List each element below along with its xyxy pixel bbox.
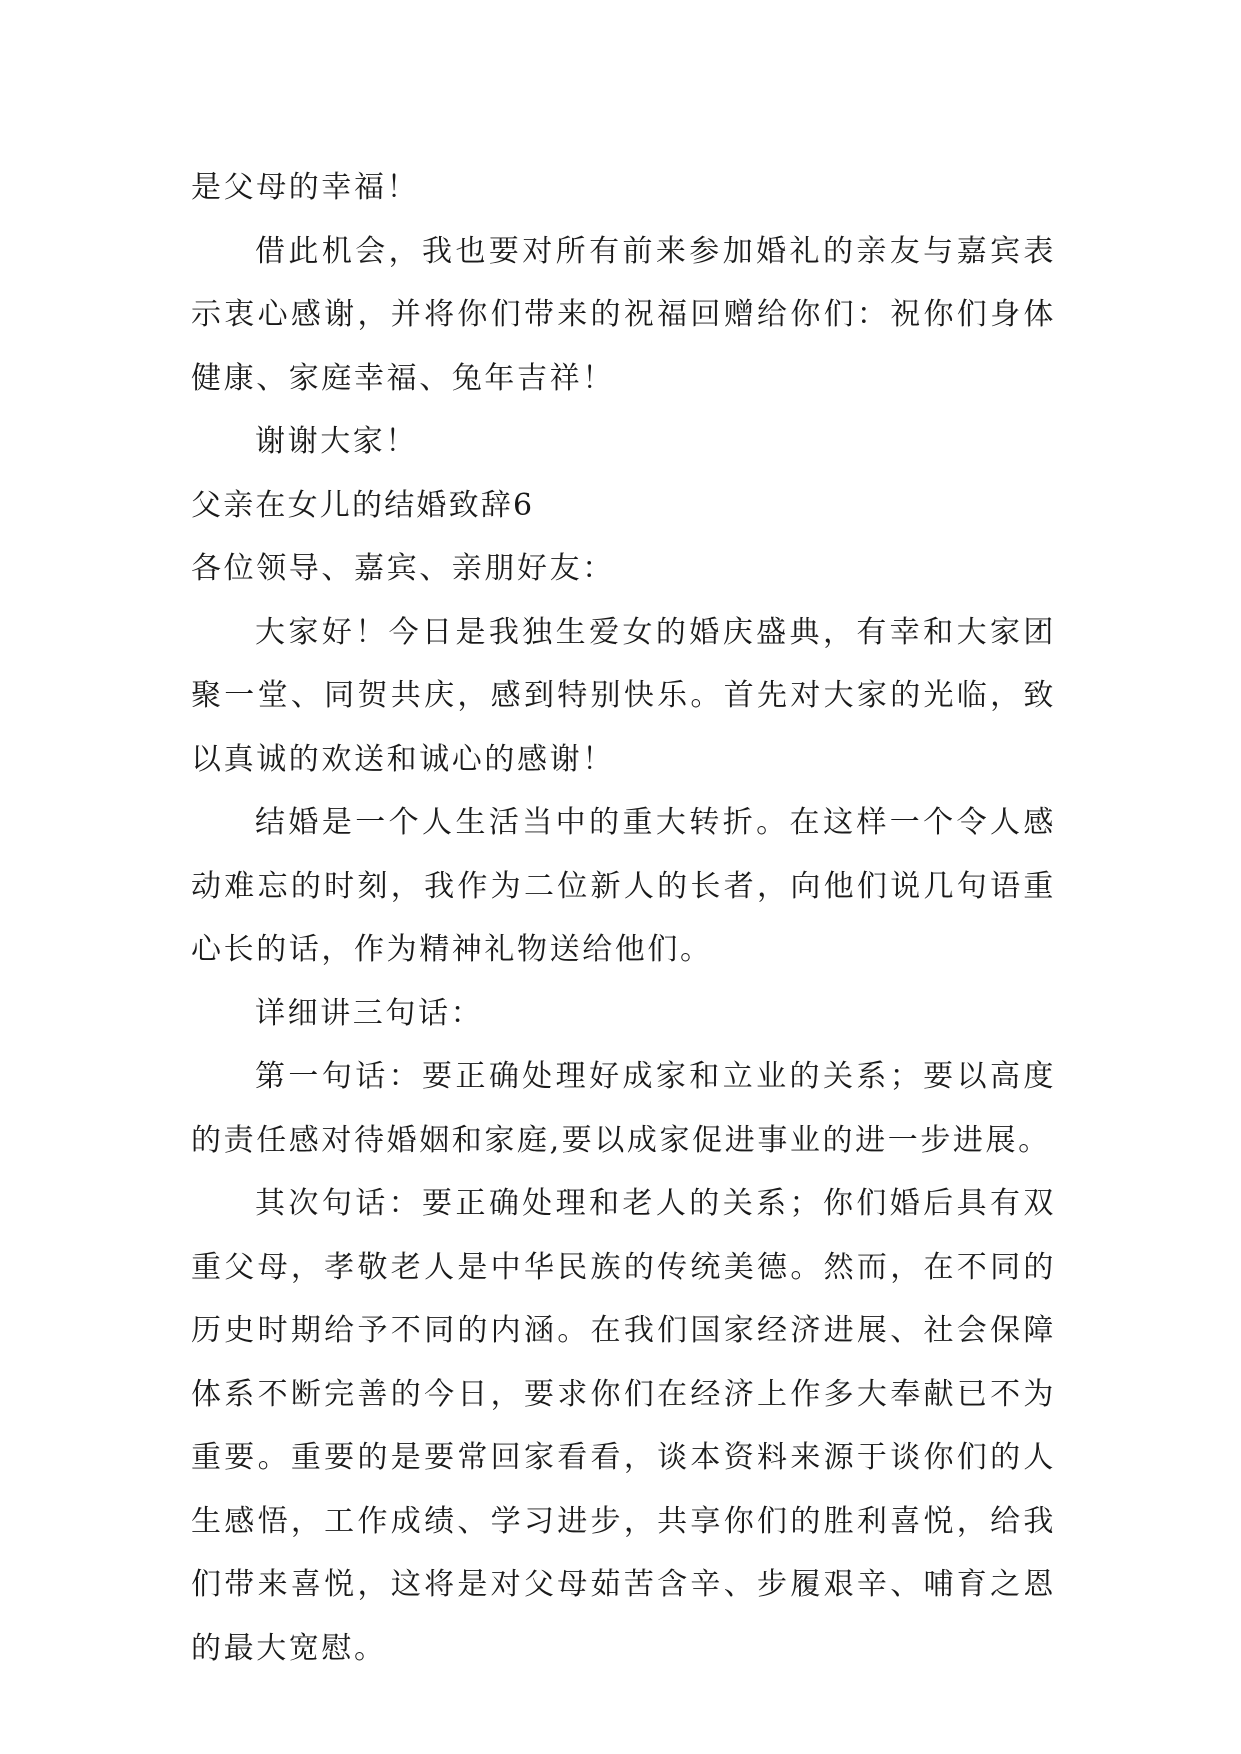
paragraph-first-point: 第一句话：要正确处理好成家和立业的关系；要以高度的责任感对待婚姻和家庭,要以成家促进事业的进一步进展。 [191, 1059, 1056, 1158]
paragraph-three-points-intro: 详细讲三句话： [255, 995, 484, 1031]
paragraph-salutation: 各位领导、嘉宾、亲朋好友： [191, 551, 615, 586]
paragraph-second-point: 其次句话：要正确处理和老人的关系；你们婚后具有双重父母，孝敬老人是中华民族的传统美德。然而，在不同的历史时期给予不同的内涵。在我们国家经济进展、社会保障体系不断完善的今日，要求你们在经济上作多大奉献已不为重要。重要的是要常回家看看，谈本资料来源于谈你们的人生感悟，工作成绩、学习进步，共享你们的胜利喜悦，给我们带来喜悦，这将是对父母茹苦含辛、步履艰辛、哺育之恩的最大宽慰。 [191, 1186, 1056, 1666]
document-body [191, 156, 1056, 1680]
paragraph-greeting: 大家好！今日是我独生爱女的婚庆盛典，有幸和大家团聚一堂、同贺共庆，感到特别快乐。首先对大家的光临，致以真诚的欢送和诚心的感谢！ [191, 614, 1056, 777]
paragraph-marriage-turning-point: 结婚是一个人生活当中的重大转折。在这样一个令人感动难忘的时刻，我作为二位新人的长者，向他们说几句语重心长的话，作为精神礼物送给他们。 [191, 805, 1056, 967]
paragraph-thank-you: 谢谢大家！ [255, 424, 418, 459]
paragraph-thanks-guests: 借此机会，我也要对所有前来参加婚礼的亲友与嘉宾表示衷心感谢，并将你们带来的祝福回赠给你们：祝你们身体健康、家庭幸福、兔年吉祥！ [191, 233, 1056, 396]
paragraph-continuation: 是父母的幸福！ [191, 170, 420, 205]
section-heading: 父亲在女儿的结婚致辞6 [191, 487, 535, 523]
